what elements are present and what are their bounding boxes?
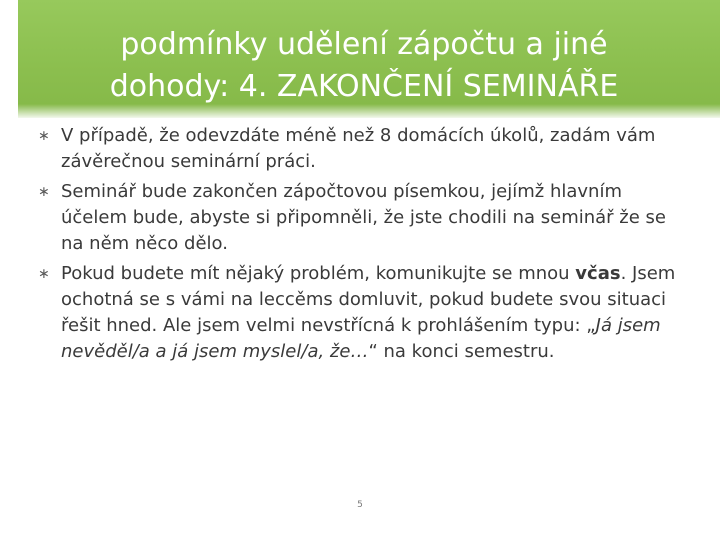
bullet-item-2 bbox=[38, 179, 678, 257]
bullet-text-3-part-2: . Jsem ochotná se s vámi na leccěms domluvit, pokud budete svou situaci řešit hned. Ale jsem velmi nevstřícná k prohlášením typu: „ bbox=[61, 263, 676, 336]
bullet-text-3-part-1: Pokud budete mít nějaký problém, komunikujte se mnou bbox=[61, 263, 576, 284]
slide-title bbox=[48, 24, 680, 108]
bullet-item-1 bbox=[38, 123, 678, 175]
bullet-list bbox=[38, 123, 678, 369]
asterisk-bullet-icon: ∗ bbox=[38, 128, 50, 144]
bullet-text-2: Seminář bude zakončen zápočtovou písemkou, jejímž hlavním účelem bude, abyste si připomněli, že jste chodili na seminář že se na něm něco dělo. bbox=[61, 181, 667, 254]
slide-title-line-2: dohody: 4. ZAKONČENÍ SEMINÁŘE bbox=[109, 69, 619, 104]
bullet-text-1: V případě, že odevzdáte méně než 8 domácích úkolů, zadám vám závěrečnou seminární práci. bbox=[61, 125, 656, 172]
bullet-text-3-bold: včas bbox=[575, 263, 621, 284]
asterisk-bullet-icon: ∗ bbox=[38, 184, 50, 200]
slide-title-line-1: podmínky udělení zápočtu a jiné bbox=[120, 27, 608, 62]
bullet-text-3-part-3: “ na konci semestru. bbox=[368, 341, 555, 362]
bullet-item-3 bbox=[38, 261, 678, 365]
page-number: 5 bbox=[357, 500, 363, 510]
asterisk-bullet-icon: ∗ bbox=[38, 266, 50, 282]
bullet-text-3-quote: Já jsem nevěděl/a a já jsem myslel/a, že… bbox=[61, 315, 661, 362]
